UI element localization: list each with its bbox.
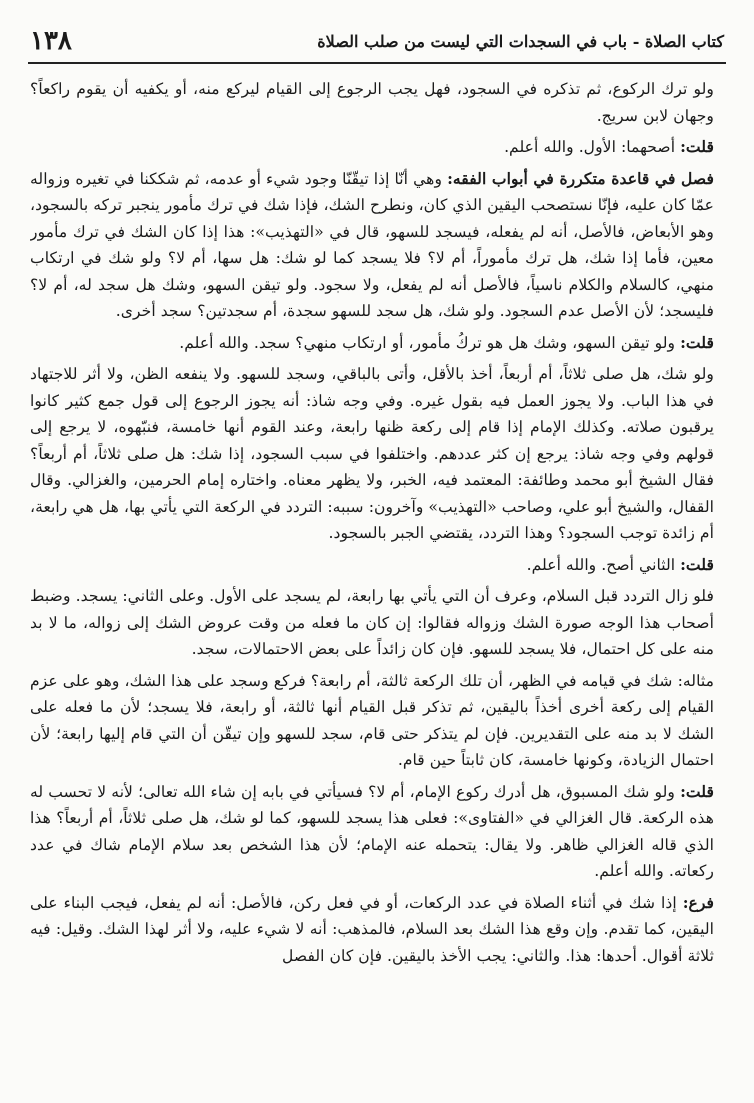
page-header [28,22,726,64]
paragraph [30,361,714,547]
paragraph-text: ولو تيقن السهو، وشك هل هو تركُ مأمور، أو ارتكاب منهي؟ سجد. والله أعلم. [179,332,681,352]
page-number: ١٣٨ [30,26,72,56]
paragraph-lead: قلت: [680,332,714,352]
paragraph [30,330,714,357]
paragraph-text: فلو زال التردد قبل السلام، وعرف أن التي يأتي بها رابعة، لم يسجد على الأول. وعلى الثاني: يسجد. وضبط أصحاب هذا الوجه صورة الشك وزواله فقالوا: إن كان ما فعله من وقت عروض الشك إلى زواله، ما لا بد منه على كل احتمال، فلا يسجد للسهو. فإن كان زائداً على بعض الاحتمالات، سجد. [30,586,714,658]
paragraph-text: أصحهما: الأول. والله أعلم. [504,137,681,156]
paragraph [30,583,714,663]
running-title: كتاب الصلاة - باب في السجدات التي ليست من صلب الصلاة [317,32,724,51]
paragraph [30,779,714,885]
paragraph-text: ولو شك المسبوق، هل أدرك ركوع الإمام، أم لا؟ فسيأتي في بابه إن شاء الله تعالى؛ لأنه لا تحسب له هذه الركعة. قال الغزالي في «الفتاوى»: فعلى هذا يسجد للسهو، كما لو شك، هل صلى ثلاثاً، أم أربعاً؟ هذا الذي قاله الغزالي ظاهر. ولا يقال: يتحمله عنه الإمام؛ لأن هذا الشخص بعد سلام الإمام شاك في عدد ركعاته. والله أعلم. [30,781,714,880]
paragraph-lead: قلت: [680,781,714,801]
paragraph-lead: قلت: [680,554,714,574]
page-body [30,76,714,1089]
paragraph-text: وهي أنّا إذا تيقّنّا وجود شيء أو عدمه، ثم شككنا في تغيره وزواله عمّا كان عليه، فإنّا نستصحب اليقين الذي كان، ونطرح الشك، فإذا شك في ترك مأمور ينجبر تركه بالسجود، وهو الأبعاض، فالأصل، أنه لم يفعله، فيسجد للسهو، قال في «التهذيب»: هذا إذا كان الشك في ترك مأمور معين، فأما إذا شك، هل ترك مأموراً، أم لا؟ فلا يسجد كما لو شك: هل سها، أم لا؟ ولو شك في ارتكاب منهي، كالسلام والكلام ناسياً، فالأصل أنه لم يفعل، ولا سجود. ولو تيقن السهو، وشك هل سجد له، أم لا؟ فليسجد؛ لأن الأصل عدم السجود. ولو شك، هل سجد للسهو سجدة، أم سجدتين؟ سجد أخرى. [30,168,714,320]
paragraph-lead: فصل في قاعدة متكررة في أبواب الفقه: [447,168,714,188]
paragraph-lead: قلت: [680,137,714,156]
paragraph [30,890,714,970]
paragraph [30,166,714,325]
paragraph-text: إذا شك في أثناء الصلاة في عدد الركعات، أو في فعل ركن، فالأصل: أنه لم يفعل، فيجب البناء على اليقين، كما تقدم. وإن وقع هذا الشك بعد السلام، فالمذهب: أنه لا شيء عليه، ولا أثر لهذا الشك. وقيل: فيه ثلاثة أقوال. أحدها: هذا. والثاني: يجب الأخذ باليقين. فإن كان الفصل [30,892,714,965]
paragraph-text: ولو شك، هل صلى ثلاثاً، أم أربعاً، أخذ بالأقل، وأتى بالباقي، وسجد للسهو. ولا ينفعه الظن، ولا أثر للاجتهاد في هذا الباب. ولا يجوز العمل فيه بقول غيره. وفي وجه شاذ: أنه يجوز الرجوع إلى قول جمع كثير كانوا يرقبون صلاته. وكذلك الإمام إذا قام إلى ركعة ظنها رابعة، وعند القوم أنها خامسة، فنبّهوه، لا يرجع إلى قولهم وفي وجه شاذ: يرجع إن كثر عددهم. واختلفوا في سبب السجود، إذا شك: هل صلى ثلاثاً، أم أربعاً؟ فقال الشيخ أبو محمد وطائفة: المعتمد فيه، الخبر، ولا يظهر معناه. واختاره إمام الحرمين، والغزالي. وقال القفال، والشيخ أبو علي، وصاحب «التهذيب» وآخرون: سببه: التردد في الركعة التي يأتي بها، هل هي رابعة، أم زائدة توجب السجود؟ وهذا التردد، يقتضي الجبر بالسجود. [30,364,714,542]
paragraph [30,76,714,129]
paragraph-text: الثاني أصح. والله أعلم. [526,554,681,574]
paragraph [30,668,714,774]
paragraph [30,552,714,579]
paragraph-text: ولو ترك الركوع، ثم تذكره في السجود، فهل يجب الرجوع إلى القيام ليركع منه، أو يكفيه أن يقوم راكعاً؟ وجهان لابن سريج. [30,79,714,125]
paragraph-text: مثاله: شك في قيامه في الظهر، أن تلك الركعة ثالثة، أم رابعة؟ فركع وسجد على هذا الشك، وهو على عزم القيام إلى ركعة أخرى أخذاً باليقين، ثم تذكر قبل القيام أنها ثالثة، أو رابعة، فلا يسجد؛ لأن ما فعله على الشك لا بد منه على التقديرين. فإن لم يتذكر حتى قام، سجد للسهو وإن تيقّن أن التي قام إليها رابعة؛ لأن احتمال الزيادة، وكونها خامسة، كان ثابتاً حين قام. [30,670,714,769]
paragraph-lead: فرع: [682,892,714,912]
paragraph [30,134,714,161]
